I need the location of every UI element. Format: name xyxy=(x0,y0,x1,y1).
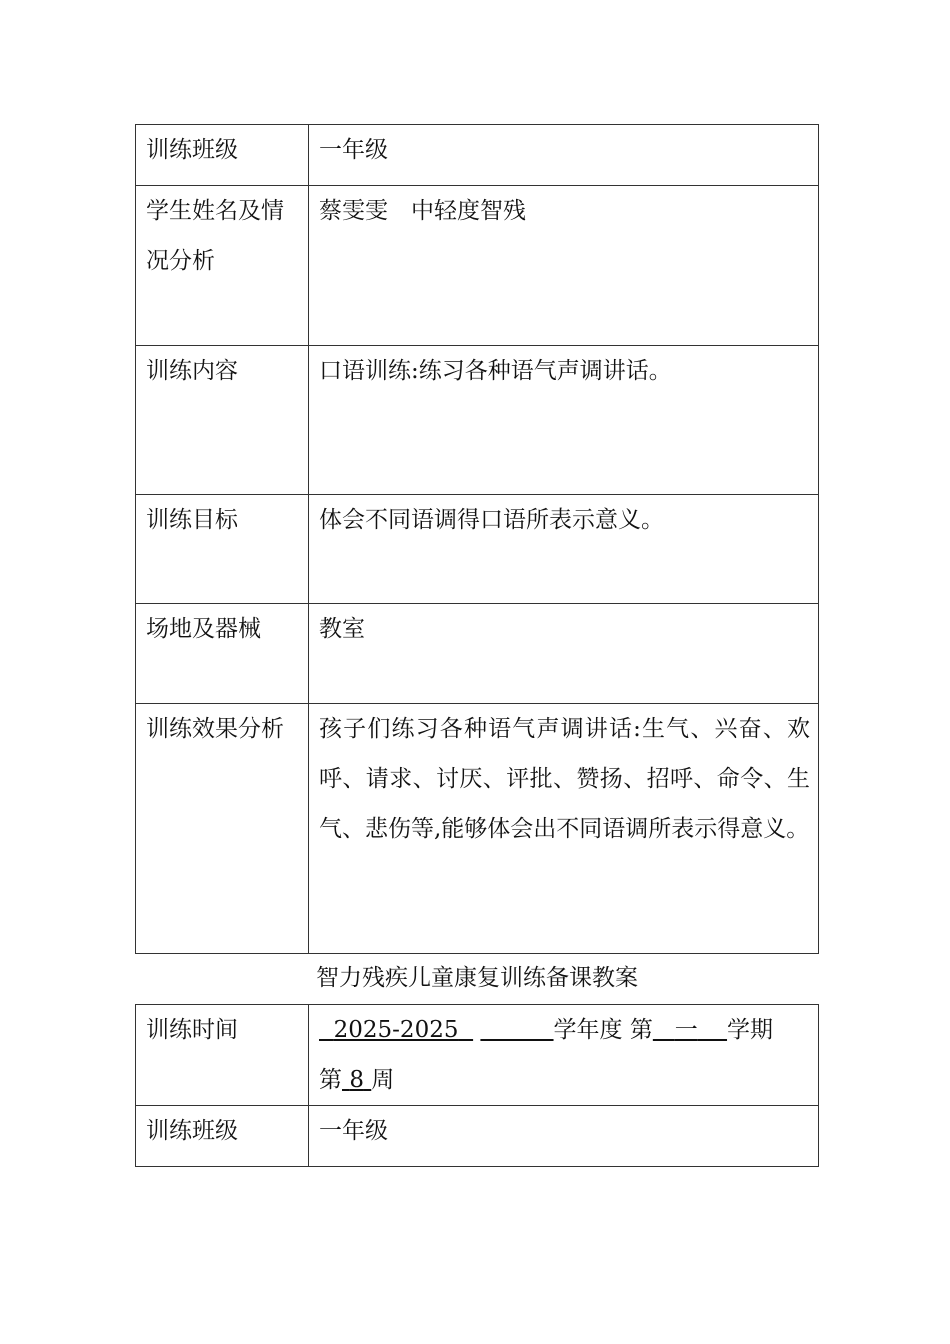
row-label: 场地及器械 xyxy=(136,604,309,704)
term-value: 一 xyxy=(674,1017,698,1043)
week-prefix: 第 xyxy=(319,1067,342,1093)
week-value: 8 xyxy=(349,1067,364,1093)
table-row xyxy=(136,186,819,346)
row-value: 蔡雯雯 中轻度智残 xyxy=(309,186,819,346)
row-label: 训练班级 xyxy=(136,125,309,186)
year-suffix: 学年度 xyxy=(553,1017,623,1043)
table-row xyxy=(136,125,819,186)
table-row xyxy=(136,704,819,954)
year-blank xyxy=(480,1017,553,1043)
row-value: 一年级 xyxy=(309,1106,819,1167)
term-field xyxy=(653,1017,727,1043)
training-time-value xyxy=(309,1005,819,1106)
row-value: 孩子们练习各种语气声调讲话:生气、兴奋、欢呼、请求、讨厌、评批、赞扬、招呼、命令、生气、悲伤等,能够体会出不同语调所表示得意义。 xyxy=(309,704,819,954)
row-value: 体会不同语调得口语所表示意义。 xyxy=(309,495,819,604)
table-row xyxy=(136,1106,819,1167)
row-label: 训练效果分析 xyxy=(136,704,309,954)
row-label: 训练内容 xyxy=(136,346,309,495)
row-label: 训练目标 xyxy=(136,495,309,604)
row-label: 学生姓名及情况分析 xyxy=(136,186,309,346)
table-row xyxy=(136,604,819,704)
lesson-plan-table-1 xyxy=(135,124,819,954)
row-label: 训练班级 xyxy=(136,1106,309,1167)
row-value: 口语训练:练习各种语气声调讲话。 xyxy=(309,346,819,495)
row-label: 训练时间 xyxy=(136,1005,309,1106)
row-value: 教室 xyxy=(309,604,819,704)
term-prefix: 第 xyxy=(629,1017,653,1043)
term-suffix: 学期 xyxy=(727,1017,774,1043)
lesson-plan-table-2 xyxy=(135,1004,819,1167)
table-row xyxy=(136,346,819,495)
section-title: 智力残疾儿童康复训练备课教案 xyxy=(316,965,638,991)
row-value: 一年级 xyxy=(309,125,819,186)
week-suffix: 周 xyxy=(371,1067,395,1093)
year-value: 2025-2025 xyxy=(333,1017,459,1043)
table-row xyxy=(136,1005,819,1106)
year-field xyxy=(319,1017,473,1043)
week-field xyxy=(342,1067,371,1093)
table-row xyxy=(136,495,819,604)
